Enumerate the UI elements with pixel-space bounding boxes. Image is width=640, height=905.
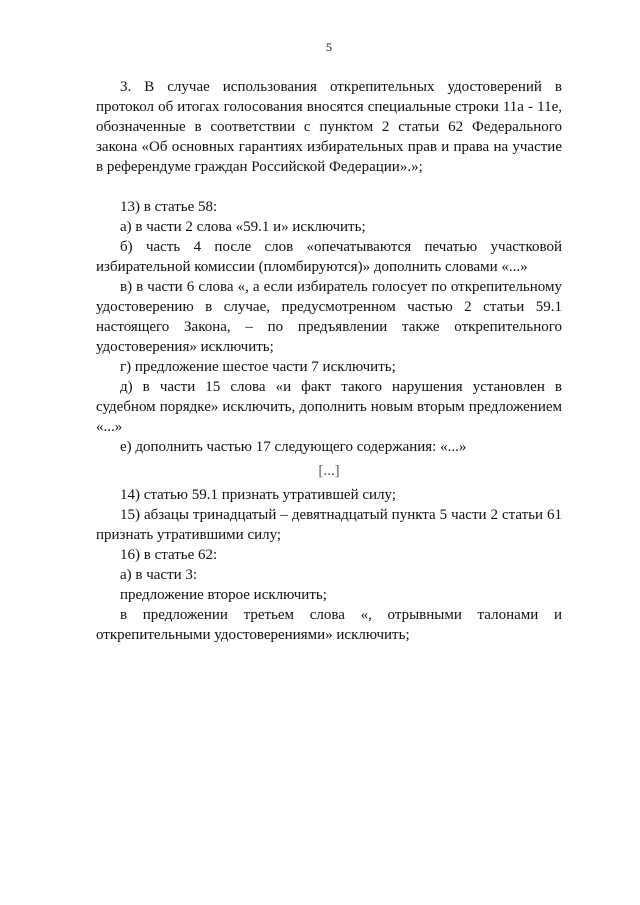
omitted-text-marker: [...]: [318, 463, 340, 479]
item-13g: г) предложение шестое части 7 исключить;: [120, 359, 396, 375]
item-13a: а) в части 2 слова «59.1 и» исключить;: [120, 219, 366, 235]
item-14: 14) статью 59.1 признать утратившей силу;: [120, 487, 396, 503]
item-13d: д) в части 15 слова «и факт такого нарушения установлен в судебном порядке» исключить, дополнить новым вторым предложением «...»: [96, 379, 562, 435]
paragraph-opening: 3. В случае использования открепительных удостоверений в протокол об итогах голосования вносятся специальные строки 11а - 11е, обозначенные в соответствии с пунктом 2 статьи 62 Федерального закона «Об основных гарантиях избирательных прав и права на участие в референдуме граждан Российской Федерации».»;: [96, 79, 562, 175]
item-13b: б) часть 4 после слов «опечатываются печатью участковой избирательной комиссии (пломбируются)» дополнить словами «...»: [96, 239, 562, 275]
page-number: 5: [326, 40, 332, 54]
item-16a-sentence-2: в предложении третьем слова «, отрывными талонами и открепительными удостоверениями» исключить;: [96, 607, 562, 643]
item-13v: в) в части 6 слова «, а если избиратель голосует по открепительному удостоверению в случае, предусмотренном частью 2 статьи 59.1 настоящего Закона, – по предъявлении также открепительного удостоверения» исключить;: [96, 279, 562, 355]
item-16: 16) в статье 62:: [120, 547, 218, 563]
item-15: 15) абзацы тринадцатый – девятнадцатый пункта 5 части 2 статьи 61 признать утратившими силу;: [96, 507, 562, 543]
item-13e: е) дополнить частью 17 следующего содержания: «...»: [120, 439, 467, 455]
item-16a: а) в части 3:: [120, 567, 198, 583]
item-13: 13) в статье 58:: [120, 199, 218, 215]
item-16a-sentence-1: предложение второе исключить;: [120, 587, 327, 603]
